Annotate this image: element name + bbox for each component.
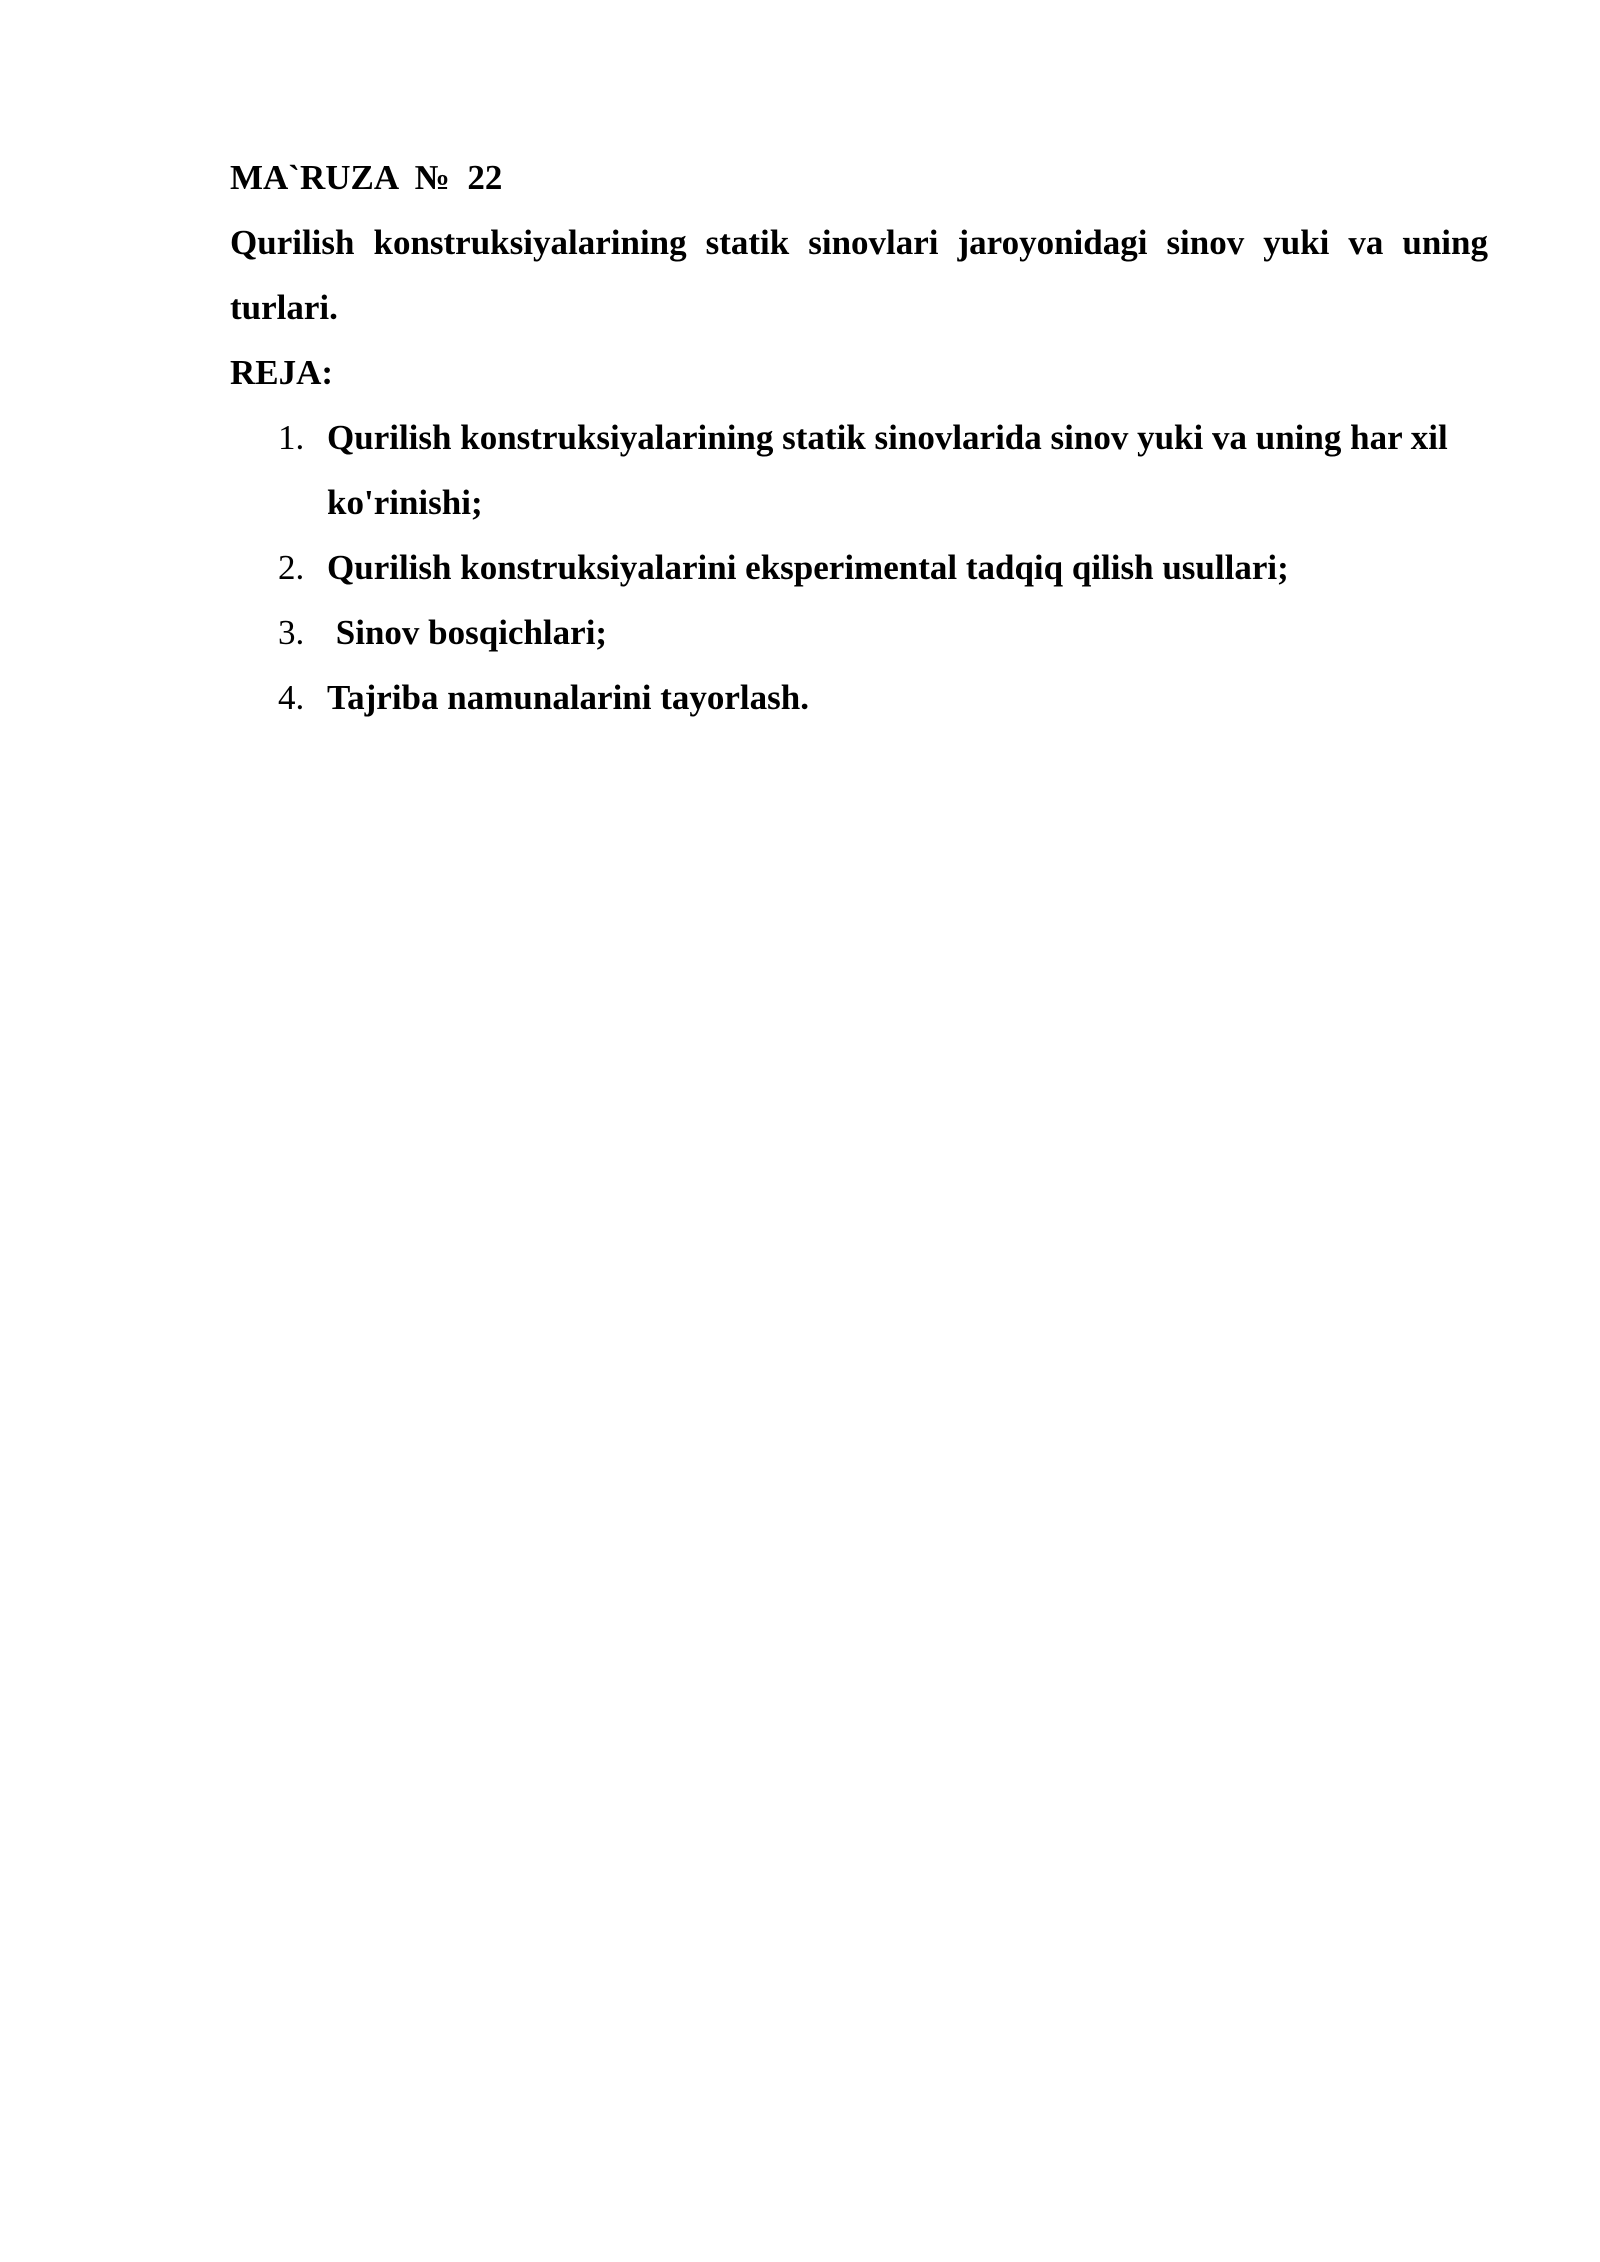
plan-item-number: 2. — [278, 548, 305, 587]
plan-item-1 — [230, 405, 1488, 535]
plan-item-3 — [230, 600, 1488, 665]
plan-list — [230, 405, 1488, 730]
plan-heading: REJA: — [230, 353, 334, 392]
plan-item-number: 3. — [278, 613, 305, 652]
plan-item-2 — [230, 535, 1488, 600]
plan-item-number: 1. — [278, 418, 305, 457]
plan-item-text: Qurilish konstruksiyalarini eksperimental tadqiq qilish usullari; — [327, 548, 1289, 587]
document-content — [230, 145, 1488, 730]
lecture-title: Qurilish konstruksiyalarining statik sinovlari jaroyonidagi sinov yuki va uning turlari. — [230, 223, 1488, 327]
lecture-number: MA`RUZA № 22 — [230, 158, 503, 197]
plan-item-text: Qurilish konstruksiyalarining statik sinovlarida sinov yuki va uning har xil ko'rinishi; — [327, 418, 1457, 522]
plan-item-4 — [230, 665, 1488, 730]
plan-item-number: 4. — [278, 678, 305, 717]
plan-item-text: Sinov bosqichlari; — [327, 613, 608, 652]
plan-item-text: Tajriba namunalarini tayorlash. — [327, 678, 809, 717]
